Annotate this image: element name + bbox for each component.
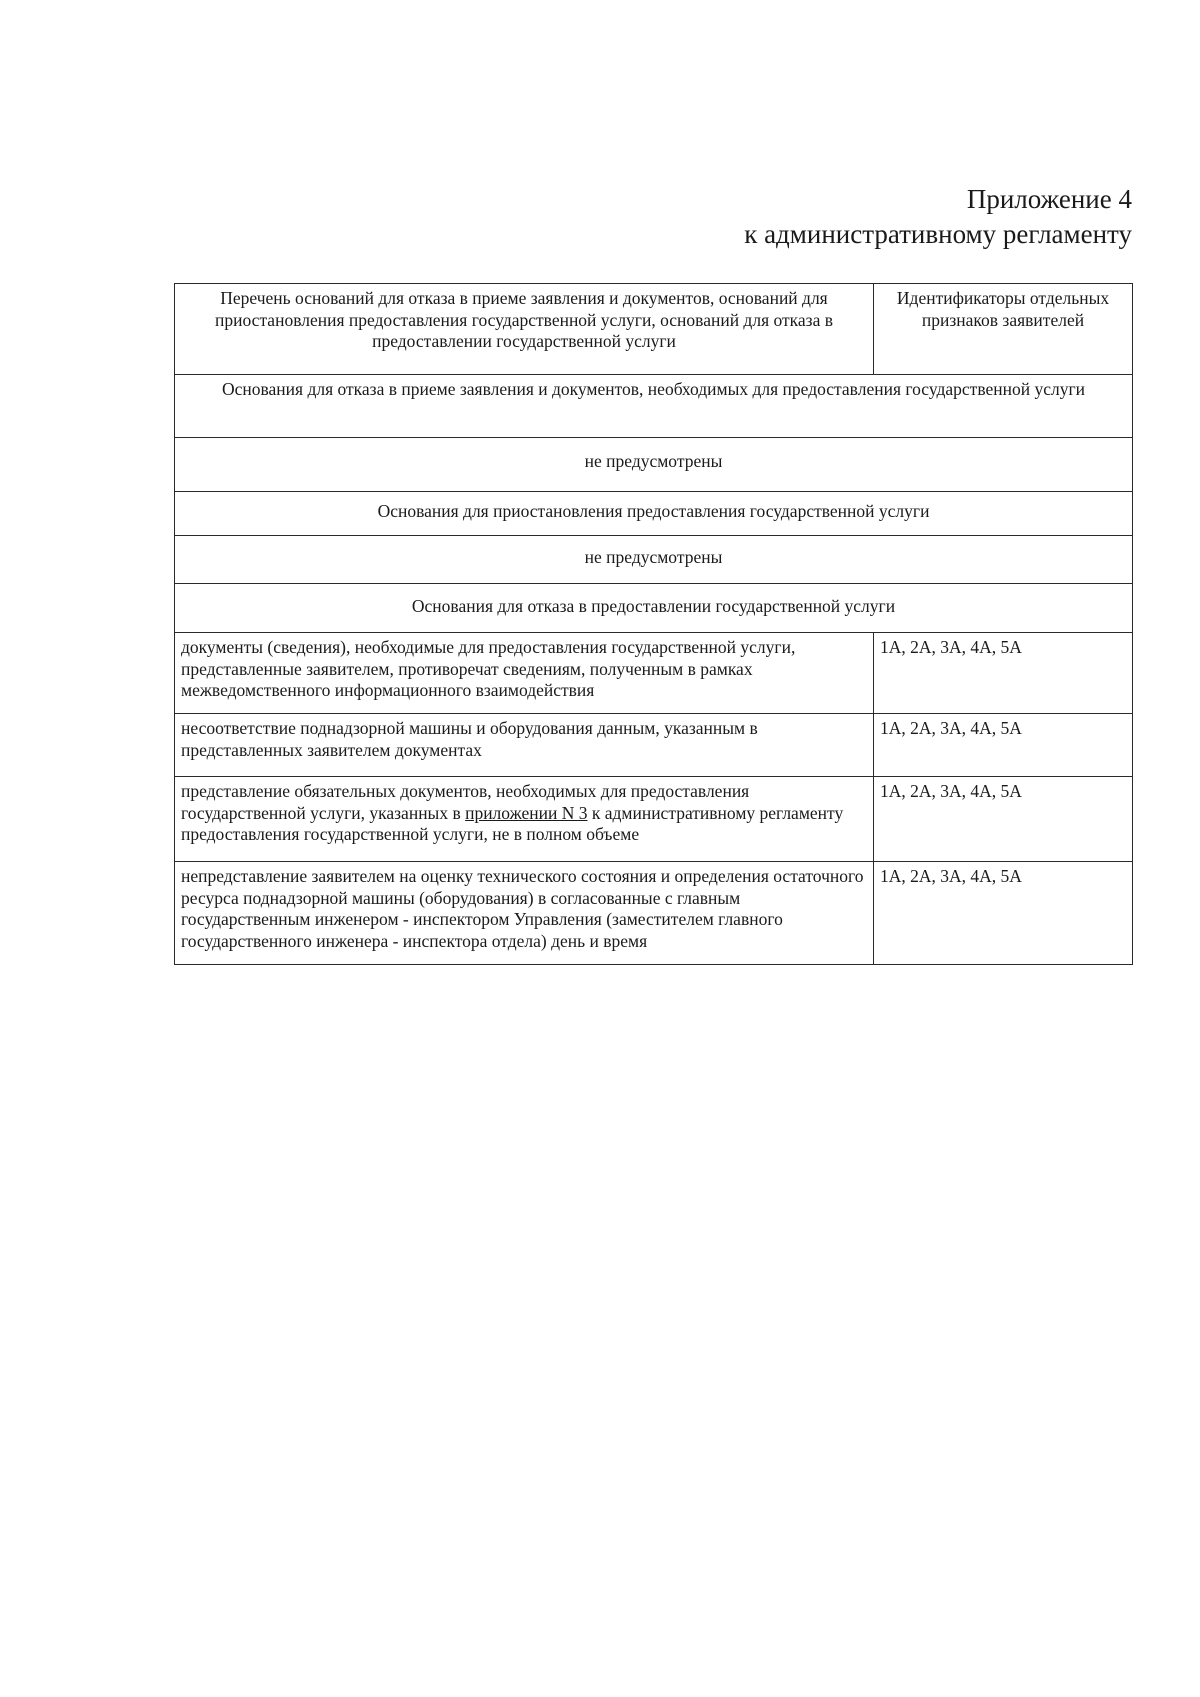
- appendix-header: [744, 182, 1132, 252]
- ground-text-before-link: представление обязательных документов, необходимых для предоставления государственной услуги, указанных в: [181, 781, 750, 823]
- table-row: [175, 633, 1133, 714]
- section-row: [175, 375, 1133, 438]
- table-row: [175, 777, 1133, 862]
- ground-identifiers: 1А, 2А, 3А, 4А, 5А: [874, 633, 1133, 714]
- ground-text: документы (сведения), необходимые для предоставления государственной услуги, представленные заявителем, противоречат сведениям, полученным в рамках межведомственного информационного взаимодействия: [175, 633, 874, 714]
- column-header-identifiers: Идентификаторы отдельных признаков заявителей: [874, 284, 1133, 375]
- ground-text-after-link: к административному регламенту предоставления государственной услуги, не в полном объеме: [181, 802, 844, 844]
- table-row: [175, 862, 1133, 965]
- section-row: [175, 438, 1133, 492]
- appendix-3-link[interactable]: приложении N 3: [465, 802, 588, 823]
- appendix-subtitle: к административному регламенту: [744, 219, 1132, 249]
- section-value-suspension: не предусмотрены: [175, 536, 1133, 584]
- section-title-suspension: Основания для приостановления предоставления государственной услуги: [175, 492, 1133, 536]
- section-row: [175, 536, 1133, 584]
- ground-text: несоответствие поднадзорной машины и оборудования данным, указанным в представленных заявителем документах: [175, 714, 874, 777]
- ground-identifiers: 1А, 2А, 3А, 4А, 5А: [874, 777, 1133, 862]
- section-row: [175, 492, 1133, 536]
- ground-identifiers: 1А, 2А, 3А, 4А, 5А: [874, 714, 1133, 777]
- section-title-service-refusal: Основания для отказа в предоставлении государственной услуги: [175, 584, 1133, 633]
- section-value-reception-refusal: не предусмотрены: [175, 438, 1133, 492]
- section-row: [175, 584, 1133, 633]
- ground-identifiers: 1А, 2А, 3А, 4А, 5А: [874, 862, 1133, 965]
- ground-text: непредставление заявителем на оценку технического состояния и определения остаточного ресурса поднадзорной машины (оборудования) в согласованные с главным государственным инженером - инспектором Управления (заместителем главного государственного инженера - инспектора отдела) день и время: [175, 862, 874, 965]
- table-header-row: [175, 284, 1133, 375]
- grounds-table: [174, 283, 1133, 965]
- table-row: [175, 714, 1133, 777]
- column-header-grounds: Перечень оснований для отказа в приеме заявления и документов, оснований для приостановления предоставления государственной услуги, оснований для отказа в предоставлении государственной услуги: [175, 284, 874, 375]
- appendix-title: Приложение 4: [966, 184, 1132, 214]
- ground-text: [175, 777, 874, 862]
- section-title-reception-refusal: Основания для отказа в приеме заявления и документов, необходимых для предоставления государственной услуги: [175, 375, 1133, 438]
